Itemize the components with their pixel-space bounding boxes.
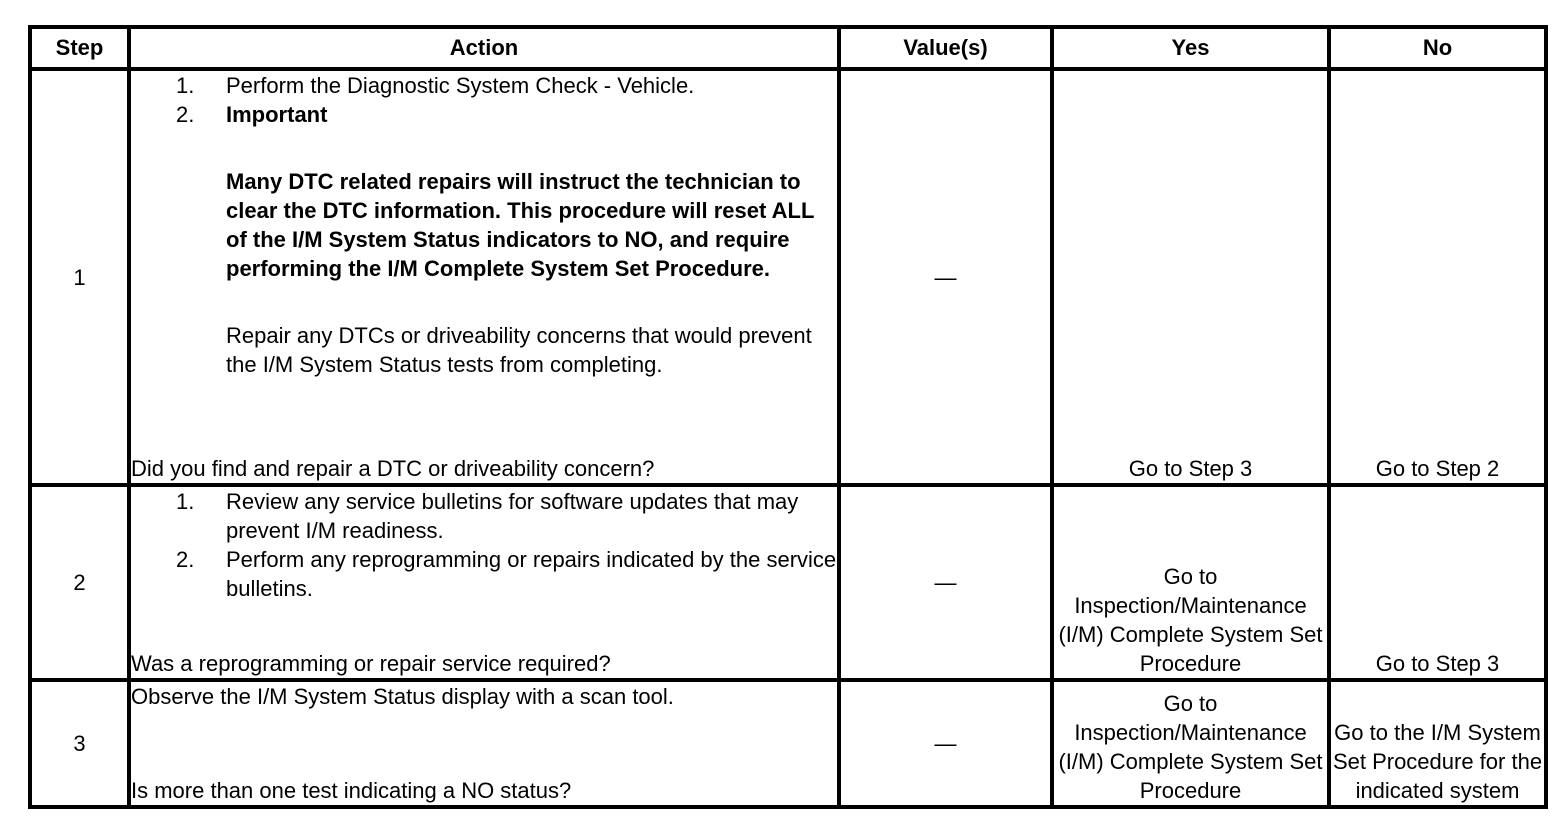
- header-yes: Yes: [1052, 27, 1329, 69]
- table-row: [30, 485, 1546, 680]
- important-heading: Important: [226, 102, 328, 128]
- list-item: [176, 71, 837, 100]
- header-action: Action: [129, 27, 839, 69]
- action-cell: [129, 680, 839, 807]
- repair-note: Repair any DTCs or driveability concerns that would prevent the I/M System Status tests from completing.: [226, 323, 812, 378]
- table-row: [30, 69, 1546, 485]
- list-text: Perform the Diagnostic System Check - Vehicle.: [226, 73, 695, 99]
- no-cell: Go to Step 2: [1329, 69, 1546, 485]
- action-cell: [129, 69, 839, 485]
- table-row: [30, 680, 1546, 807]
- list-item: [176, 545, 837, 603]
- list-text: Review any service bulletins for software updates that may prevent I/M readiness.: [226, 489, 799, 544]
- list-number: 1.: [176, 73, 195, 99]
- step-number: 3: [30, 680, 129, 807]
- action-question: Was a reprogramming or repair service required?: [131, 651, 611, 677]
- value-cell: —: [839, 680, 1052, 807]
- action-question: Is more than one test indicating a NO status?: [131, 778, 572, 803]
- header-row: [30, 27, 1546, 69]
- diagnostic-table: [28, 25, 1548, 809]
- list-text: Perform any reprogramming or repairs indicated by the service bulletins.: [226, 547, 837, 602]
- yes-cell: Go to Step 3: [1052, 69, 1329, 485]
- header-values: Value(s): [839, 27, 1052, 69]
- list-item: [176, 487, 837, 545]
- list-number: 1.: [176, 489, 195, 515]
- no-cell: Go to the I/M System Set Procedure for the indicated system: [1329, 680, 1546, 807]
- value-cell: —: [839, 485, 1052, 680]
- action-question: Did you find and repair a DTC or driveability concern?: [131, 456, 655, 482]
- list-number: 2.: [176, 102, 195, 128]
- value-cell: —: [839, 69, 1052, 485]
- step-number: 1: [30, 69, 129, 485]
- step-number: 2: [30, 485, 129, 680]
- action-list: [131, 487, 837, 603]
- yes-cell: Go to Inspection/Maintenance (I/M) Complete System Set Procedure: [1052, 485, 1329, 680]
- action-list: [131, 71, 837, 379]
- important-text: Many DTC related repairs will instruct the technician to clear the DTC information. This procedure will reset ALL of the I/M System Status indicators to NO, and require performing the I/M Complete System Set Procedure.: [226, 169, 814, 282]
- list-item: [176, 100, 837, 379]
- observe-text: Observe the I/M System Status display with a scan tool.: [131, 684, 674, 710]
- no-cell: Go to Step 3: [1329, 485, 1546, 680]
- action-cell: [129, 485, 839, 680]
- list-number: 2.: [176, 547, 195, 573]
- header-no: No: [1329, 27, 1546, 69]
- header-step: Step: [30, 27, 129, 69]
- yes-cell: Go to Inspection/Maintenance (I/M) Complete System Set Procedure: [1052, 680, 1329, 807]
